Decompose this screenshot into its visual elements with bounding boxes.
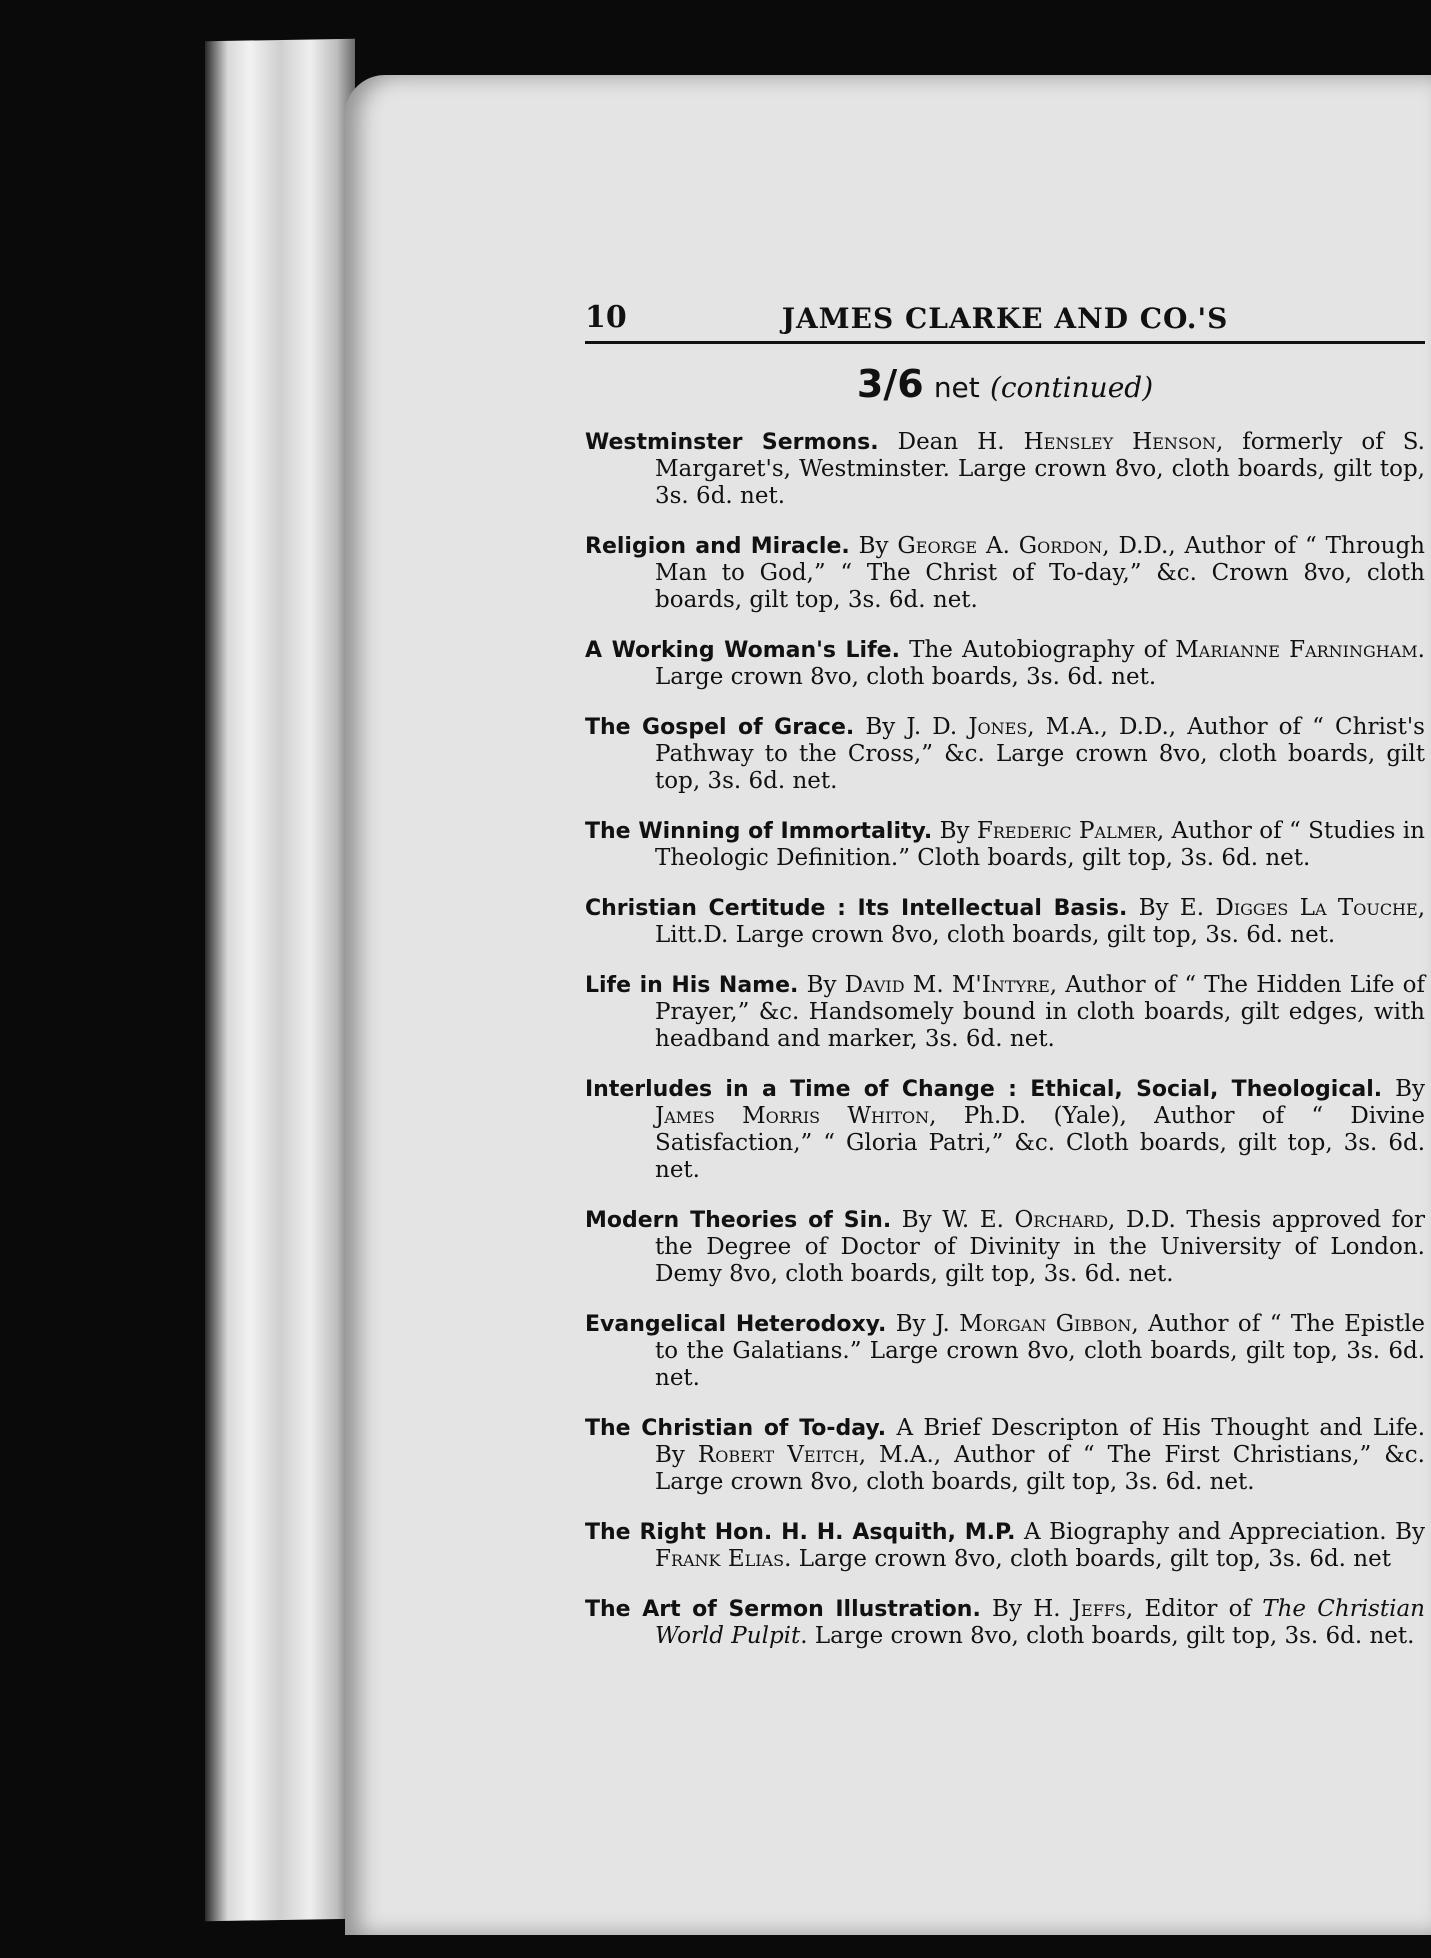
entry-list xyxy=(585,429,1425,1650)
entry-author: Jones xyxy=(968,714,1028,740)
entry-text: By xyxy=(1382,1076,1425,1102)
entry-text: , formerly of S. Margaret's, Westminster. Large crown 8vo, cloth boards, gilt top, 3s. 6d. net. xyxy=(655,429,1425,509)
catalog-entry xyxy=(585,895,1425,949)
entry-text: . Large crown 8vo, cloth boards, gilt top, 3s. 6d. net. xyxy=(800,1623,1415,1649)
catalog-entry xyxy=(585,429,1425,510)
section-continued: (continued) xyxy=(989,371,1154,404)
entry-text: By J. xyxy=(886,1311,960,1337)
entry-text: . Large crown 8vo, cloth boards, gilt top, 3s. 6d. net xyxy=(784,1546,1391,1572)
catalog-entry xyxy=(585,972,1425,1053)
catalog-entry xyxy=(585,1207,1425,1288)
entry-text: Dean H. xyxy=(878,429,1024,455)
catalog-entry xyxy=(585,1596,1425,1650)
entry-text: By xyxy=(849,533,898,559)
entry-author: Orchard xyxy=(1014,1207,1109,1233)
entry-text: By xyxy=(798,972,845,998)
catalog-entry xyxy=(585,1415,1425,1496)
entry-author: Frederic Palmer xyxy=(976,818,1157,844)
entry-text: By J. D. xyxy=(854,714,969,740)
entry-text: , Ph.D. (Yale), Author of “ Divine Satisfaction,” “ Gloria Patri,” &c. Cloth boards, gilt top, 3s. 6d. net. xyxy=(655,1103,1425,1183)
page-number: 10 xyxy=(585,300,627,335)
entry-text: , M.A., Author of “ The First Christians,” &c. Large crown 8vo, cloth boards, gilt top, 3s. 6d. net. xyxy=(655,1442,1425,1495)
entry-title: A Working Woman's Life. xyxy=(585,638,900,663)
entry-author: Marianne Farningham xyxy=(1175,637,1418,663)
entry-text: , D.D. Thesis approved for the Degree of Doctor of Divinity in the University of London. Demy 8vo, cloth boards, gilt top, 3s. 6d. net. xyxy=(655,1207,1425,1287)
entry-text: By E. xyxy=(1127,895,1216,921)
entry-author: George A. Gordon xyxy=(897,533,1103,559)
running-head-title: JAMES CLARKE AND CO.'S xyxy=(781,302,1229,335)
page-text xyxy=(585,300,1425,1666)
entry-text: , Editor of xyxy=(1125,1596,1263,1622)
entry-text: The Autobiography of xyxy=(899,637,1176,663)
catalog-entry xyxy=(585,533,1425,614)
entry-text: . Large crown 8vo, cloth boards, 3s. 6d. net. xyxy=(655,637,1425,690)
entry-text: By xyxy=(932,818,977,844)
entry-title: Christian Certitude : Its Intellectual Basis. xyxy=(585,896,1128,921)
entry-text: , Author of “ Studies in Theologic Definition.” Cloth boards, gilt top, 3s. 6d. net. xyxy=(655,818,1425,871)
entry-author: Hensley Henson xyxy=(1023,429,1216,455)
entry-author: M'Intyre xyxy=(951,972,1050,998)
catalog-entry xyxy=(585,714,1425,795)
entry-title: Evangelical Heterodoxy. xyxy=(585,1312,887,1337)
catalog-entry xyxy=(585,1519,1425,1573)
entry-text: , M.A., D.D., Author of “ Christ's Pathway to the Cross,” &c. Large crown 8vo, cloth boards, gilt top, 3s. 6d. net. xyxy=(655,714,1425,794)
catalog-entry xyxy=(585,818,1425,872)
entry-title: Interludes in a Time of Change : Ethical, Social, Theological. xyxy=(585,1077,1383,1102)
entry-title: The Christian of To-day. xyxy=(585,1416,887,1441)
entry-text: A Brief Descripton of His Thought and Life. By xyxy=(655,1415,1425,1468)
entry-title: The Winning of Immortality. xyxy=(585,819,933,844)
entry-title: Life in His Name. xyxy=(585,973,799,998)
entry-periodical: The Christian World Pulpit xyxy=(655,1596,1425,1649)
entry-text: , Author of “ The Epistle to the Galatians.” Large crown 8vo, cloth boards, gilt top, 3s. 6d. net. xyxy=(655,1311,1426,1391)
entry-author: Frank Elias xyxy=(655,1546,785,1572)
entry-text: By H. xyxy=(980,1596,1072,1622)
catalog-entry xyxy=(585,1311,1425,1392)
running-head xyxy=(585,300,1425,344)
catalog-entry xyxy=(585,1076,1425,1184)
entry-title: The Art of Sermon Illustration. xyxy=(585,1597,981,1622)
entry-title: Modern Theories of Sin. xyxy=(585,1208,892,1233)
section-price: 3/6 xyxy=(856,362,924,406)
entry-text: By W. E. xyxy=(891,1207,1015,1233)
entry-author: Jeffs xyxy=(1071,1596,1126,1622)
entry-author: Digges La Touche xyxy=(1215,895,1418,921)
entry-text: , Litt.D. Large crown 8vo, cloth boards, gilt top, 3s. 6d. net. xyxy=(655,895,1426,948)
book-page-edges xyxy=(205,39,355,1922)
entry-title: The Gospel of Grace. xyxy=(585,715,855,740)
entry-author: Robert Veitch xyxy=(697,1442,859,1468)
entry-author: David xyxy=(844,972,905,998)
section-net: net xyxy=(933,371,980,404)
entry-text: M. xyxy=(904,972,952,998)
section-heading xyxy=(585,362,1425,406)
entry-title: The Right Hon. H. H. Asquith, M.P. xyxy=(585,1520,1016,1545)
entry-text: , D.D., Author of “ Through Man to God,” “ The Christ of To-day,” &c. Crown 8vo, cloth boards, gilt top, 3s. 6d. net. xyxy=(655,533,1425,613)
entry-author: Morgan Gibbon xyxy=(959,1311,1132,1337)
entry-author: James Morris Whiton xyxy=(655,1103,930,1129)
catalog-entry xyxy=(585,637,1425,691)
entry-text: , Author of “ The Hidden Life of Prayer,” &c. Handsomely bound in cloth boards, gilt edges, with headband and marker, 3s. 6d. net. xyxy=(655,972,1425,1052)
entry-title: Religion and Miracle. xyxy=(585,534,850,559)
entry-title: Westminster Sermons. xyxy=(585,430,879,455)
entry-text: A Biography and Appreciation. By xyxy=(1015,1519,1425,1545)
